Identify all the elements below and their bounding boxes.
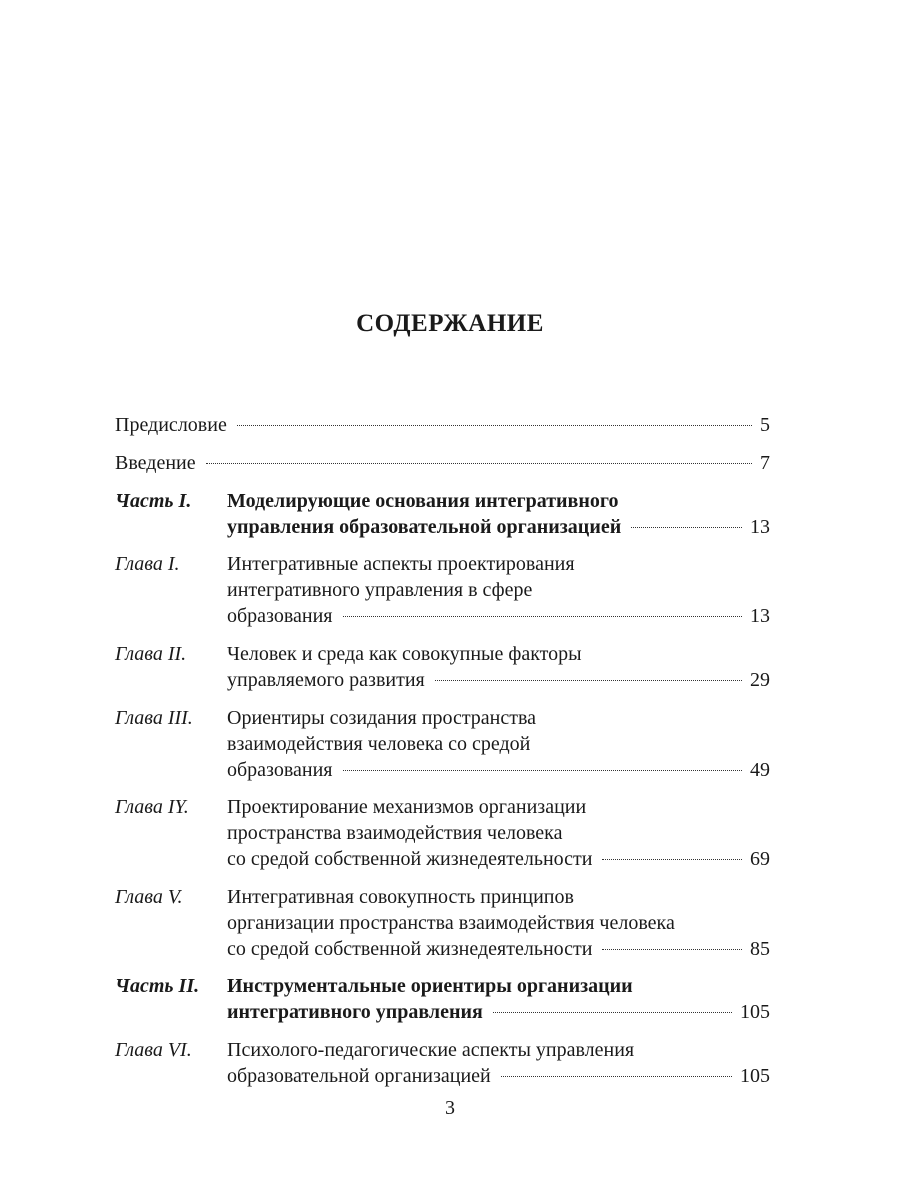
dot-leader — [237, 425, 752, 426]
toc-page-number: 13 — [750, 605, 770, 627]
toc-entry-chapter-6[interactable] — [115, 1037, 770, 1089]
toc-entry-line: Человек и среда как совокупные факторы — [227, 643, 582, 665]
toc-entry-line: со средой собственной жизнедеятельности — [227, 938, 593, 960]
dot-leader — [631, 527, 742, 528]
toc-entry-line: пространства взаимодействия человека — [227, 822, 563, 844]
toc-entry-preface[interactable] — [115, 412, 770, 438]
toc-entry-part-1[interactable] — [115, 488, 770, 540]
toc-entry-line: Ориентиры созидания пространства — [227, 707, 537, 729]
toc-entry-line: со средой собственной жизнедеятельности — [227, 848, 593, 870]
toc-entry-line: Моделирующие основания интегративного — [227, 490, 619, 512]
dot-leader — [602, 949, 742, 950]
toc-part-label: Часть II. — [115, 975, 200, 997]
toc-page-number: 105 — [740, 1065, 770, 1087]
toc-entry-chapter-5[interactable] — [115, 884, 770, 962]
toc-entry-chapter-3[interactable] — [115, 705, 770, 783]
dot-leader — [343, 616, 743, 617]
toc-entry-line: управления образовательной организацией — [227, 516, 622, 538]
dot-leader — [602, 859, 742, 860]
toc-entry-line: Инструментальные ориентиры организации — [227, 975, 633, 997]
toc-entry-line: Интегративные аспекты проектирования — [227, 553, 575, 575]
toc-chapter-label: Глава IY. — [115, 796, 189, 818]
toc-chapter-label: Глава II. — [115, 643, 187, 665]
toc-entry-chapter-4[interactable] — [115, 794, 770, 872]
toc-entry-title: Введение — [115, 452, 196, 474]
toc-page-number: 85 — [750, 938, 770, 960]
dot-leader — [435, 680, 742, 681]
toc-page-number: 13 — [750, 516, 770, 538]
toc-page-number: 7 — [760, 452, 770, 474]
toc-entry-chapter-1[interactable] — [115, 551, 770, 629]
toc-entry-part-2[interactable] — [115, 973, 770, 1025]
dot-leader — [493, 1012, 732, 1013]
toc-chapter-label: Глава VI. — [115, 1039, 192, 1061]
page-title: СОДЕРЖАНИЕ — [356, 310, 544, 337]
toc-entry-line: управляемого развития — [227, 669, 425, 691]
toc-chapter-label: Глава III. — [115, 707, 193, 729]
toc-page-number: 105 — [740, 1001, 770, 1023]
toc-entry-line: образования — [227, 759, 333, 781]
toc-entry-title: Предисловие — [115, 414, 227, 436]
toc-part-label: Часть I. — [115, 490, 192, 512]
page-number: 3 — [445, 1097, 455, 1119]
toc-entry-line: взаимодействия человека со средой — [227, 733, 531, 755]
toc-entry-line: образовательной организацией — [227, 1065, 491, 1087]
dot-leader — [501, 1076, 732, 1077]
toc-entry-introduction[interactable] — [115, 450, 770, 476]
toc-entry-line: образования — [227, 605, 333, 627]
toc-entry-line: организации пространства взаимодействия человека — [227, 912, 675, 934]
toc-page-number: 49 — [750, 759, 770, 781]
toc-entry-line: Интегративная совокупность принципов — [227, 886, 574, 908]
toc-entry-line: интегративного управления в сфере — [227, 579, 533, 601]
toc-entry-chapter-2[interactable] — [115, 641, 770, 693]
toc-entry-line: Проектирование механизмов организации — [227, 796, 587, 818]
dot-leader — [206, 463, 752, 464]
toc-page-number: 29 — [750, 669, 770, 691]
toc-page-number: 5 — [760, 414, 770, 436]
toc-chapter-label: Глава I. — [115, 553, 180, 575]
dot-leader — [343, 770, 743, 771]
toc-chapter-label: Глава V. — [115, 886, 183, 908]
toc-entry-line: интегративного управления — [227, 1001, 483, 1023]
toc-entry-line: Психолого-педагогические аспекты управления — [227, 1039, 635, 1061]
toc-page-number: 69 — [750, 848, 770, 870]
